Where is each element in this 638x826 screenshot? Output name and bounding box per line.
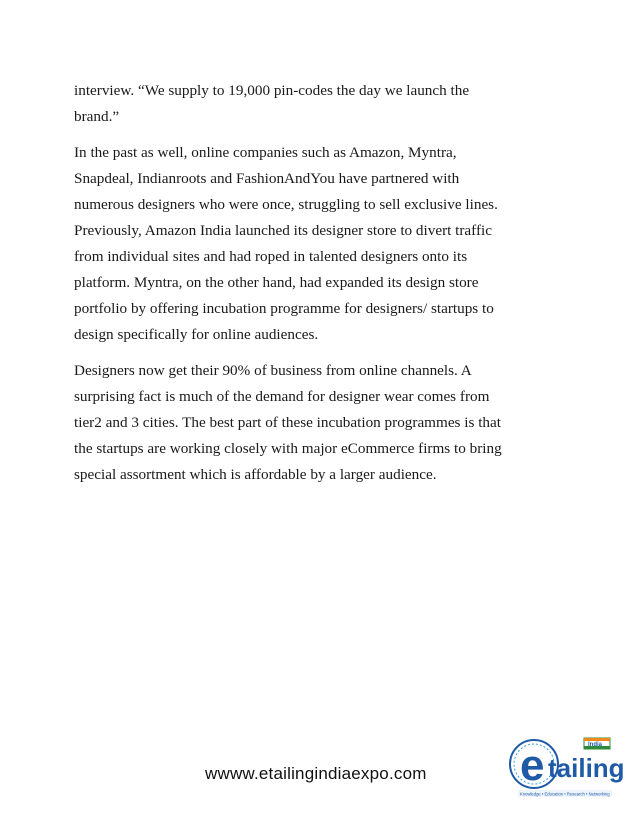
text-line: brand.” <box>74 108 120 125</box>
footer-website-link[interactable]: wwww.etailingindiaexpo.com <box>205 764 427 783</box>
text-line: numerous designers who were once, struggling to sell exclusive lines. <box>74 196 498 213</box>
paragraph-3 <box>74 358 554 488</box>
logo-tagline: Knowledge • Education • Research • Networking <box>520 791 610 797</box>
text-line: portfolio by offering incubation programme for designers/ startups to <box>74 300 494 317</box>
text-line: Designers now get their 90% of business from online channels. A <box>74 362 472 379</box>
text-line: tier2 and 3 cities. The best part of these incubation programmes is that <box>74 414 501 431</box>
text-line: surprising fact is much of the demand for designer wear comes from <box>74 388 490 405</box>
text-line: from individual sites and had roped in talented designers onto its <box>74 248 468 265</box>
text-line: design specifically for online audiences. <box>74 326 319 343</box>
paragraph-1 <box>74 78 554 130</box>
text-line: platform. Myntra, on the other hand, had expanded its design store <box>74 274 479 291</box>
article-body <box>74 78 554 498</box>
paragraph-2 <box>74 140 554 348</box>
text-line: Previously, Amazon India launched its designer store to divert traffic <box>74 222 492 239</box>
logo-badge-stripe <box>584 738 610 741</box>
text-line: Snapdeal, Indianroots and FashionAndYou have partnered with <box>74 170 460 187</box>
logo-badge-label: India <box>588 742 603 748</box>
logo-e-glyph: e <box>520 741 545 790</box>
text-line: interview. “We supply to 19,000 pin-codes the day we launch the <box>74 82 470 99</box>
text-line: special assortment which is affordable by a larger audience. <box>74 466 437 483</box>
etailing-logo-graphic <box>504 724 625 806</box>
logo-wordmark: tailing <box>548 753 625 783</box>
text-line: In the past as well, online companies such as Amazon, Myntra, <box>74 144 457 161</box>
text-line: the startups are working closely with major eCommerce firms to bring <box>74 440 502 457</box>
etailing-india-logo <box>504 724 625 806</box>
